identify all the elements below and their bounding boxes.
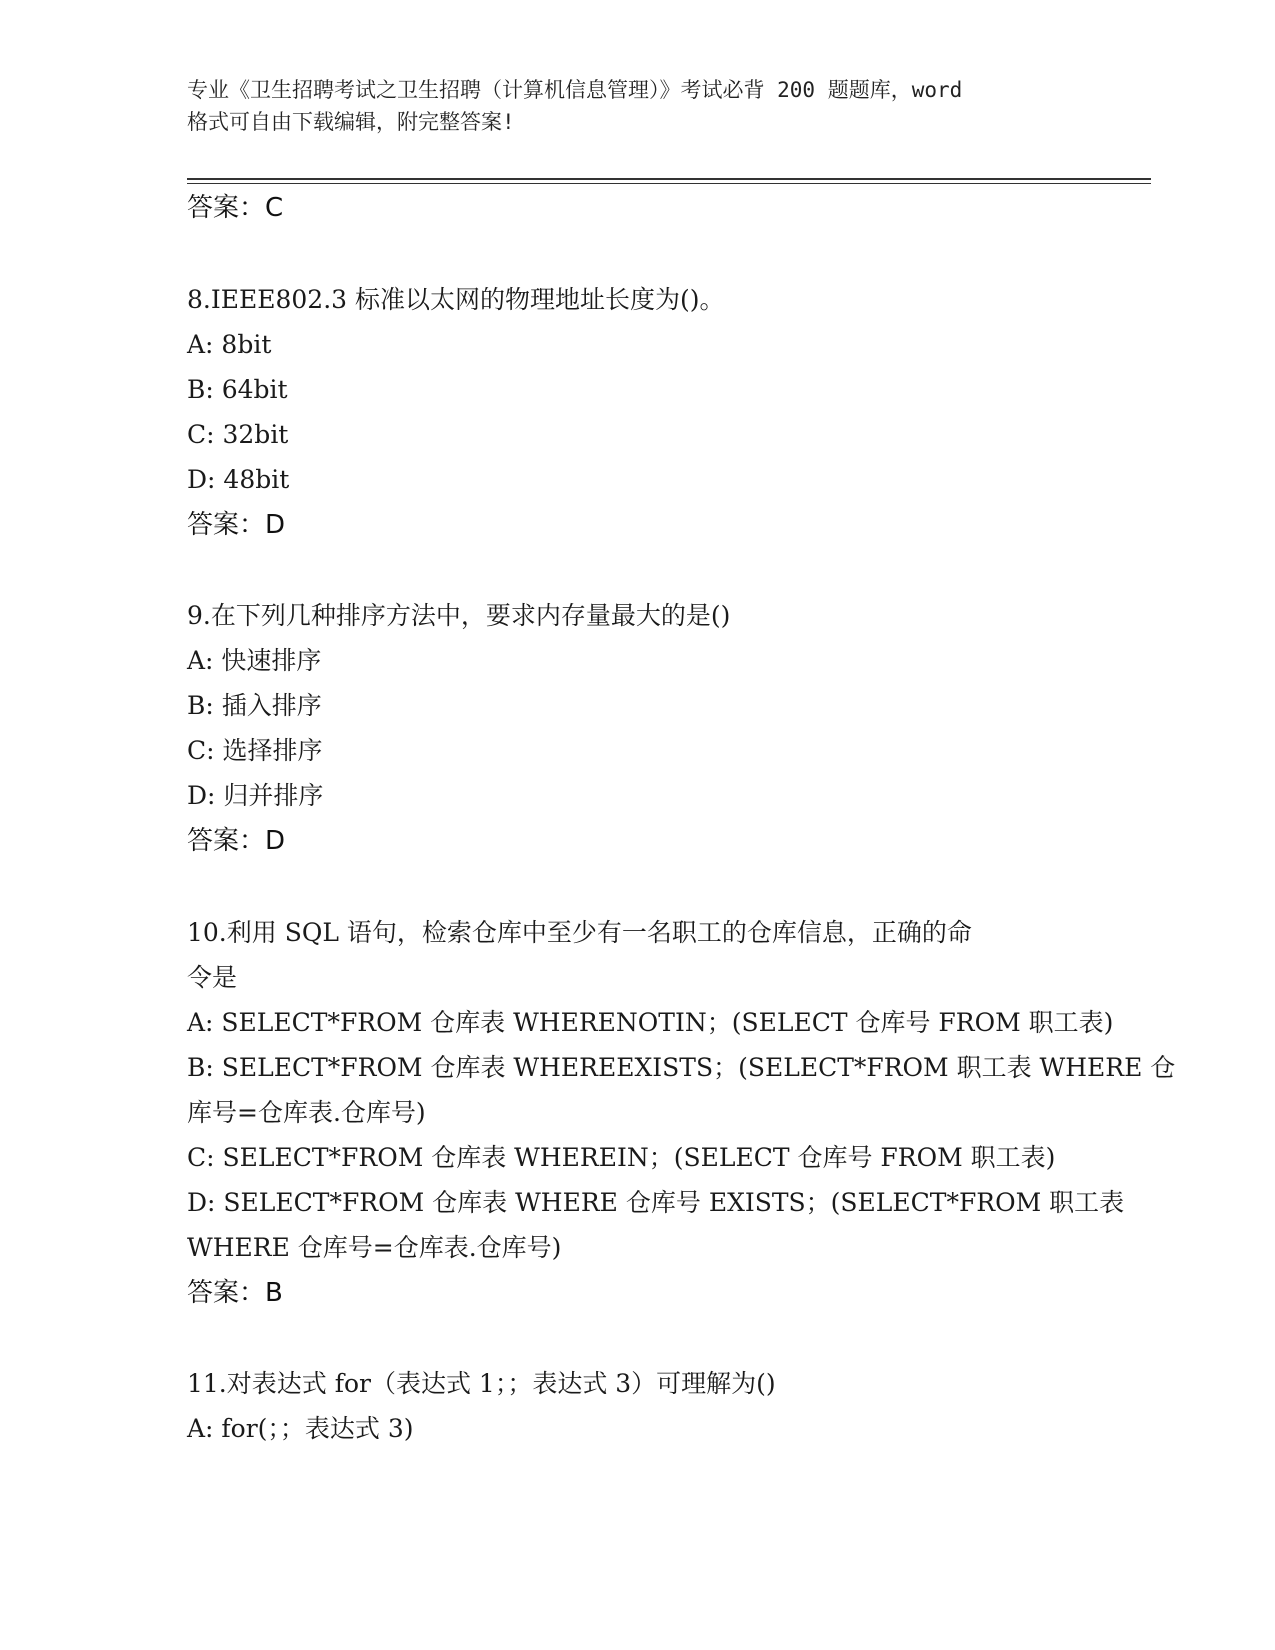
question-9-option-a: A: 快速排序 (187, 646, 322, 675)
document-header (187, 74, 1087, 138)
question-8-answer: 答案：D (187, 510, 286, 540)
question-11-option-a: A: for(；；表达式 3) (187, 1414, 414, 1443)
header-line-1: 专业《卫生招聘考试之卫生招聘（计算机信息管理）》考试必背 200 题题库，word (187, 78, 963, 102)
question-11-stem: 11.对表达式 for（表达式 1；；表达式 3）可理解为() (187, 1369, 776, 1398)
question-10-option-b-line-1: B: SELECT*FROM 仓库表 WHEREEXISTS；(SELECT*FROM 职工表 WHERE 仓 (187, 1053, 1176, 1082)
question-10-option-d-line-2: WHERE 仓库号=仓库表.仓库号) (187, 1233, 562, 1262)
header-divider-thin (187, 183, 1151, 184)
question-9-option-c: C: 选择排序 (187, 736, 323, 765)
header-line-2: 格式可自由下载编辑，附完整答案! (187, 110, 515, 134)
question-10-option-d-line-1: D: SELECT*FROM 仓库表 WHERE 仓库号 EXISTS；(SELECT*FROM 职工表 (187, 1188, 1125, 1217)
question-10-answer: 答案：B (187, 1278, 283, 1308)
question-8-option-b: B: 64bit (187, 375, 288, 404)
question-10-option-c: C: SELECT*FROM 仓库表 WHEREIN；(SELECT 仓库号 FROM 职工表) (187, 1143, 1056, 1172)
question-8-stem: 8.IEEE802.3 标准以太网的物理地址长度为()。 (187, 285, 725, 314)
question-10-option-b-line-2: 库号=仓库表.仓库号) (187, 1098, 426, 1127)
question-9-answer: 答案：D (187, 826, 286, 856)
question-8-option-c: C: 32bit (187, 420, 289, 449)
question-10-stem-line-2: 令是 (187, 963, 238, 992)
question-9-option-d: D: 归并排序 (187, 781, 324, 810)
question-9-stem: 9.在下列几种排序方法中，要求内存量最大的是() (187, 601, 731, 630)
header-divider-thick (187, 178, 1151, 180)
question-8-option-a: A: 8bit (187, 330, 272, 359)
question-8-option-d: D: 48bit (187, 465, 290, 494)
previous-answer: 答案：C (187, 193, 284, 223)
question-10-stem-line-1: 10.利用 SQL 语句，检索仓库中至少有一名职工的仓库信息，正确的命 (187, 918, 972, 947)
question-9-option-b: B: 插入排序 (187, 691, 322, 720)
question-10-option-a: A: SELECT*FROM 仓库表 WHERENOTIN；(SELECT 仓库号 FROM 职工表) (187, 1008, 1114, 1037)
